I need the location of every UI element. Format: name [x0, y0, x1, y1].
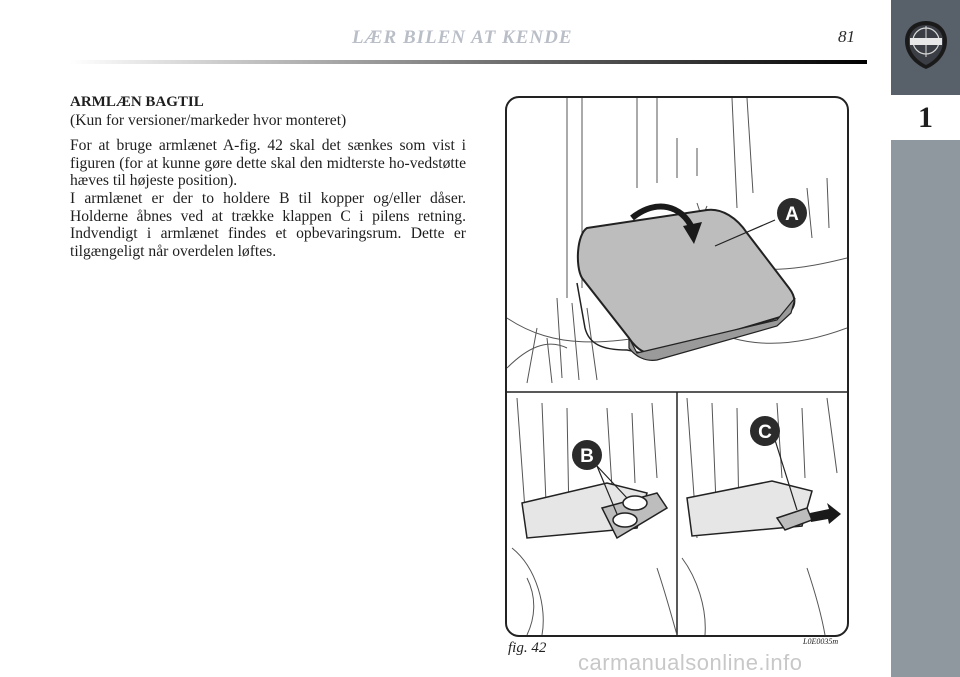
- watermark: carmanualsonline.info: [578, 650, 803, 675]
- figure-caption: fig. 42: [508, 640, 547, 656]
- body-paragraph: I armlænet er der to holdere B til kopper og/eller dåser. Holderne åbnes ved at trække klappen C i pilens retning. Indvendigt i armlænet findes et opbevaringsrum. Dette er tilgængeligt når overdelen løftes.: [70, 189, 466, 260]
- callout-b: [572, 440, 602, 470]
- header-rule: [70, 60, 867, 64]
- page-number: 81: [838, 27, 855, 46]
- text-column: [70, 94, 466, 260]
- figure-illustration: [505, 96, 849, 637]
- callout-a-label: A: [785, 204, 799, 225]
- chapter-side-tab: [891, 0, 960, 677]
- body-paragraph: For at bruge armlænet A-fig. 42 skal det sænkes som vist i figuren (for at kunne gøre dette skal den midterste ho-vedstøtte hæves til højeste position).: [70, 137, 466, 190]
- section-subheading: (Kun for versioner/markeder hvor monteret): [70, 111, 347, 129]
- chapter-number: 1: [891, 95, 960, 140]
- callout-c-label: C: [758, 422, 772, 443]
- armrest-a: [578, 210, 795, 354]
- lancia-logo-icon: [903, 19, 949, 71]
- figure-code: L0E0035m: [803, 637, 839, 646]
- callout-b-label: B: [580, 446, 594, 467]
- running-header-title: LÆR BILEN AT KENDE: [352, 27, 573, 48]
- callout-a: [777, 198, 807, 228]
- callout-c: [750, 416, 780, 446]
- section-heading: ARMLÆN BAGTIL: [70, 94, 204, 110]
